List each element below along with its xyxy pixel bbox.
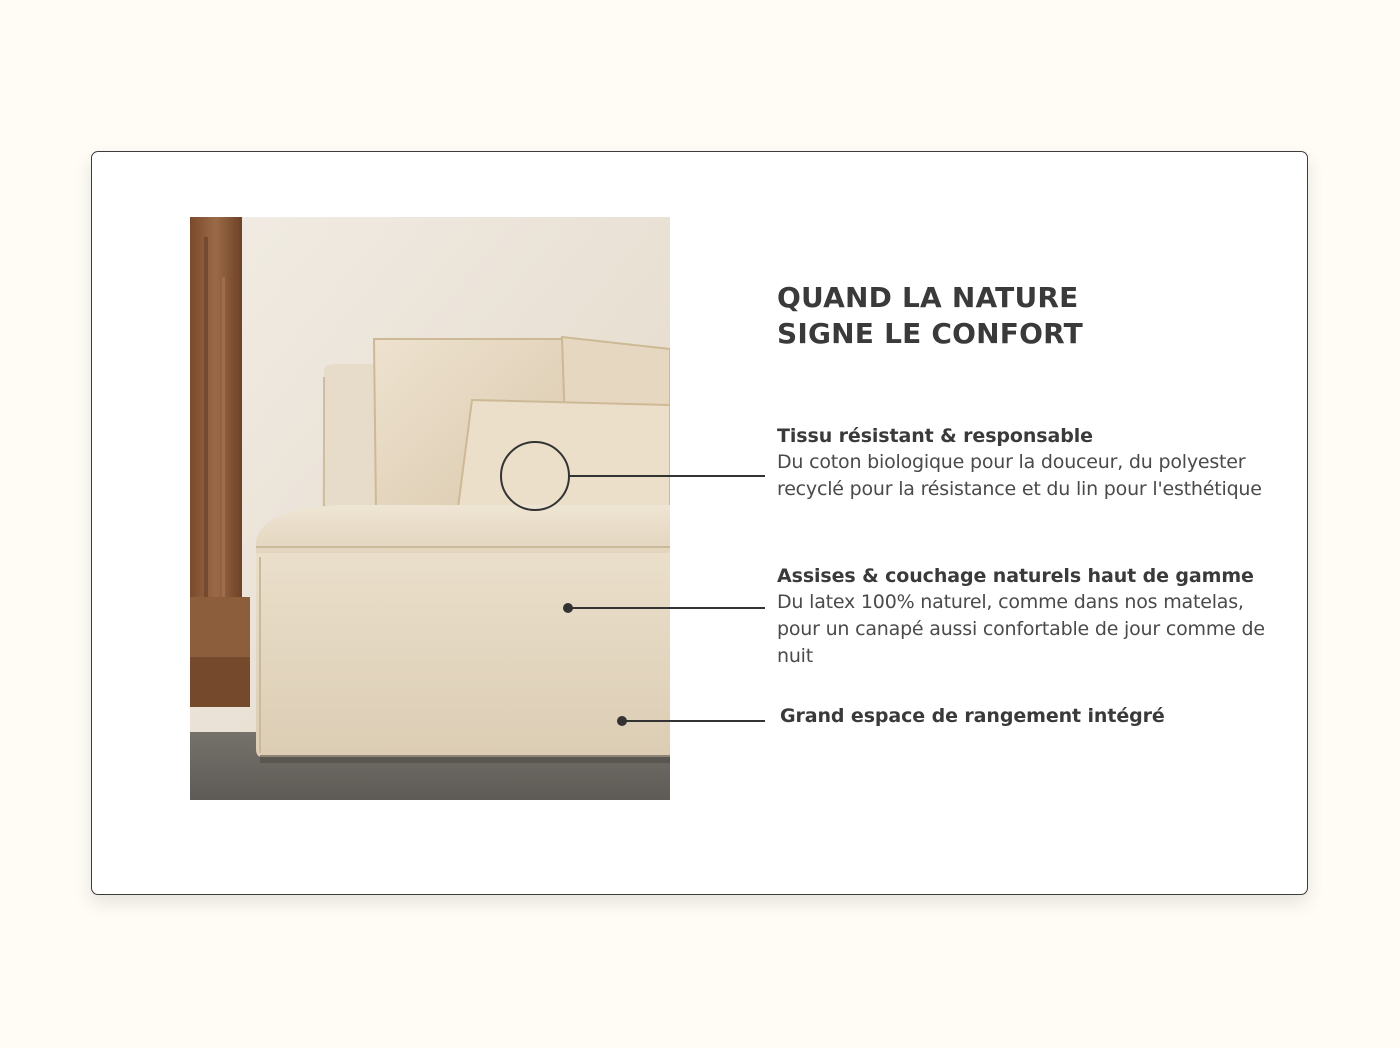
section-title-line-2: SIGNE LE CONFORT xyxy=(777,317,1083,350)
section-title-line-1: QUAND LA NATURE xyxy=(777,281,1079,314)
feature-title: Tissu résistant & responsable xyxy=(777,425,1093,447)
feature-title: Assises & couchage naturels haut de gamme xyxy=(777,565,1254,587)
feature-seating xyxy=(777,563,1277,670)
sofa-photo xyxy=(190,217,670,800)
feature-storage xyxy=(780,703,1280,729)
section-title xyxy=(777,280,1237,352)
feature-title: Grand espace de rangement intégré xyxy=(780,705,1165,727)
feature-fabric xyxy=(777,423,1277,503)
feature-description: Du coton biologique pour la douceur, du polyester recyclé pour la résistance et du lin pour l'esthétique xyxy=(777,451,1262,500)
feature-description: Du latex 100% naturel, comme dans nos matelas, pour un canapé aussi confortable de jour comme de nuit xyxy=(777,591,1265,667)
